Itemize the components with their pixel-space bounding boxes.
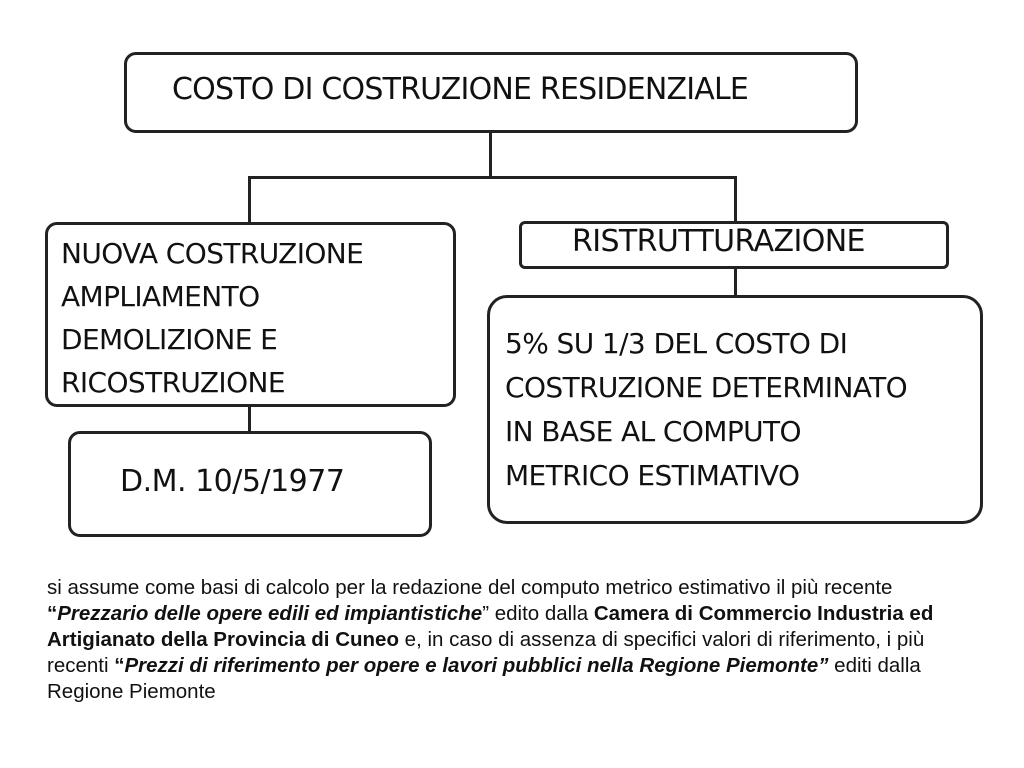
percentage-line: COSTRUZIONE DETERMINATO [505,371,908,404]
percentage-text [505,322,907,498]
note-text: si assume come basi di calcolo per la redazione del computo metrico estimativo il più recente [47,576,893,599]
percentage-line: METRICO ESTIMATIVO [505,459,800,492]
price-list-title: Prezzario delle opere edili ed impiantistiche [57,602,483,625]
reference-prices-title: Prezzi di riferimento per opere e lavori pubblici nella Regione Piemonte [124,654,819,677]
note-text: edito dalla [489,602,594,625]
calculation-note [47,575,987,705]
chamber-of-commerce-name: Camera di Commercio Industria ed Artigianato della Provincia di Cuneo [47,602,934,651]
new-construction-text [61,232,363,404]
note-text: e, in caso di assenza di specifici valori di riferimento, i più recenti [47,628,925,677]
new-construction-line: DEMOLIZIONE E [61,323,278,356]
decree-node-label: D.M. 10/5/1977 [120,464,345,499]
new-construction-line: AMPLIAMENTO [61,280,260,313]
root-node-label: COSTO DI COSTRUZIONE RESIDENZIALE [172,72,749,107]
new-construction-line: RICOSTRUZIONE [61,366,285,399]
note-open-quote: “ [114,654,125,677]
connector-renovation-to-percentage [734,269,737,295]
connector-left-down [248,176,251,222]
percentage-line: IN BASE AL COMPUTO [505,415,801,448]
percentage-line: 5% SU 1/3 DEL COSTO DI [505,327,848,360]
connector-horizontal [248,176,737,179]
connector-new-to-decree [248,407,251,431]
connector-right-down [734,176,737,221]
note-open-quote: “ [47,602,58,625]
note-text: editi dalla Regione Piemonte [47,654,921,703]
new-construction-line: NUOVA COSTRUZIONE [61,237,364,270]
note-close-quote: ” [482,602,490,625]
note-close-quote: ” [818,654,829,677]
connector-root-down [489,133,492,178]
renovation-node-label: RISTRUTTURAZIONE [572,224,865,259]
